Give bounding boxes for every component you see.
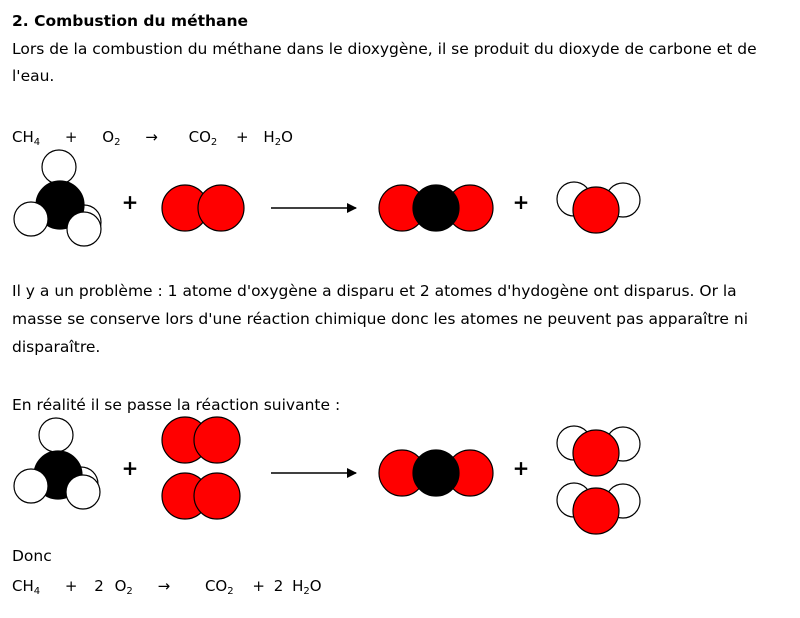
water-molecule (557, 483, 640, 534)
reality-line: En réalité il se passe la réaction suivante : (12, 396, 341, 414)
hydrogen-atom (39, 418, 73, 452)
dioxygen-molecule (162, 417, 240, 463)
carbon-atom (413, 185, 459, 231)
eq1-carbon-dioxide: $CO_2$ (188, 128, 218, 148)
plus-sign: + (512, 190, 530, 214)
eq1-plus-2: + (236, 128, 249, 146)
water-molecule (557, 182, 640, 233)
hydrogen-atom (14, 202, 48, 236)
dioxygen-molecule (162, 185, 244, 231)
eq1-methane: $CH_4$ (12, 128, 41, 148)
eq2-plus-1: + (64, 577, 78, 595)
methane-molecule (14, 150, 101, 246)
water-molecule (557, 426, 640, 476)
hydrogen-atom (66, 475, 100, 509)
oxygen-atom (573, 187, 619, 233)
eq2-coef-1: 2 (94, 577, 104, 595)
eq1-dioxygen: $O_2$ (102, 128, 121, 148)
eq1-plus-1: + (64, 128, 78, 146)
plus-sign: + (121, 190, 139, 214)
eq1-arrow: → (145, 128, 158, 146)
hydrogen-atom (42, 150, 76, 184)
plus-sign: + (512, 456, 530, 480)
eq2-arrow: → (157, 577, 171, 595)
eq2-carbon-dioxide: $CO_2$ (204, 577, 234, 597)
eq2-coef-2: 2 (273, 577, 284, 595)
oxygen-atom (194, 473, 240, 519)
oxygen-atom (194, 417, 240, 463)
plus-sign: + (121, 456, 139, 480)
dioxygen-molecule (162, 473, 240, 519)
donc-label: Donc (12, 547, 52, 565)
problem-line-1: Il y a un problème : 1 atome d'oxygène a disparu et 2 atomes d'hydogène ont disparus. Or la (12, 282, 737, 300)
hydrogen-atom (67, 212, 101, 246)
oxygen-atom (573, 488, 619, 534)
oxygen-atom (573, 430, 619, 476)
intro-line-2: l'eau. (12, 67, 55, 85)
eq1-water: $H_2O$ (263, 128, 293, 148)
carbon-atom (413, 450, 459, 496)
eq2-methane: $CH_4$ (12, 577, 41, 597)
section-title: 2. Combustion du méthane (12, 12, 249, 30)
methane-molecule (14, 418, 100, 509)
hydrogen-atom (14, 469, 48, 503)
problem-line-2: masse se conserve lors d'une réaction chimique donc les atomes ne peuvent pas apparaître ni (12, 310, 749, 328)
carbon-dioxide-molecule (379, 185, 493, 231)
carbon-dioxide-molecule (379, 450, 493, 496)
eq2-plus-2: + (252, 577, 265, 595)
oxygen-atom (198, 185, 244, 231)
eq2-water: $H_2O$ (292, 577, 322, 597)
problem-line-3: disparaître. (12, 338, 101, 356)
intro-line-1: Lors de la combustion du méthane dans le dioxygène, il se produit du dioxyde de carbone et de (12, 40, 757, 58)
eq2-dioxygen: $O_2$ (114, 577, 133, 597)
